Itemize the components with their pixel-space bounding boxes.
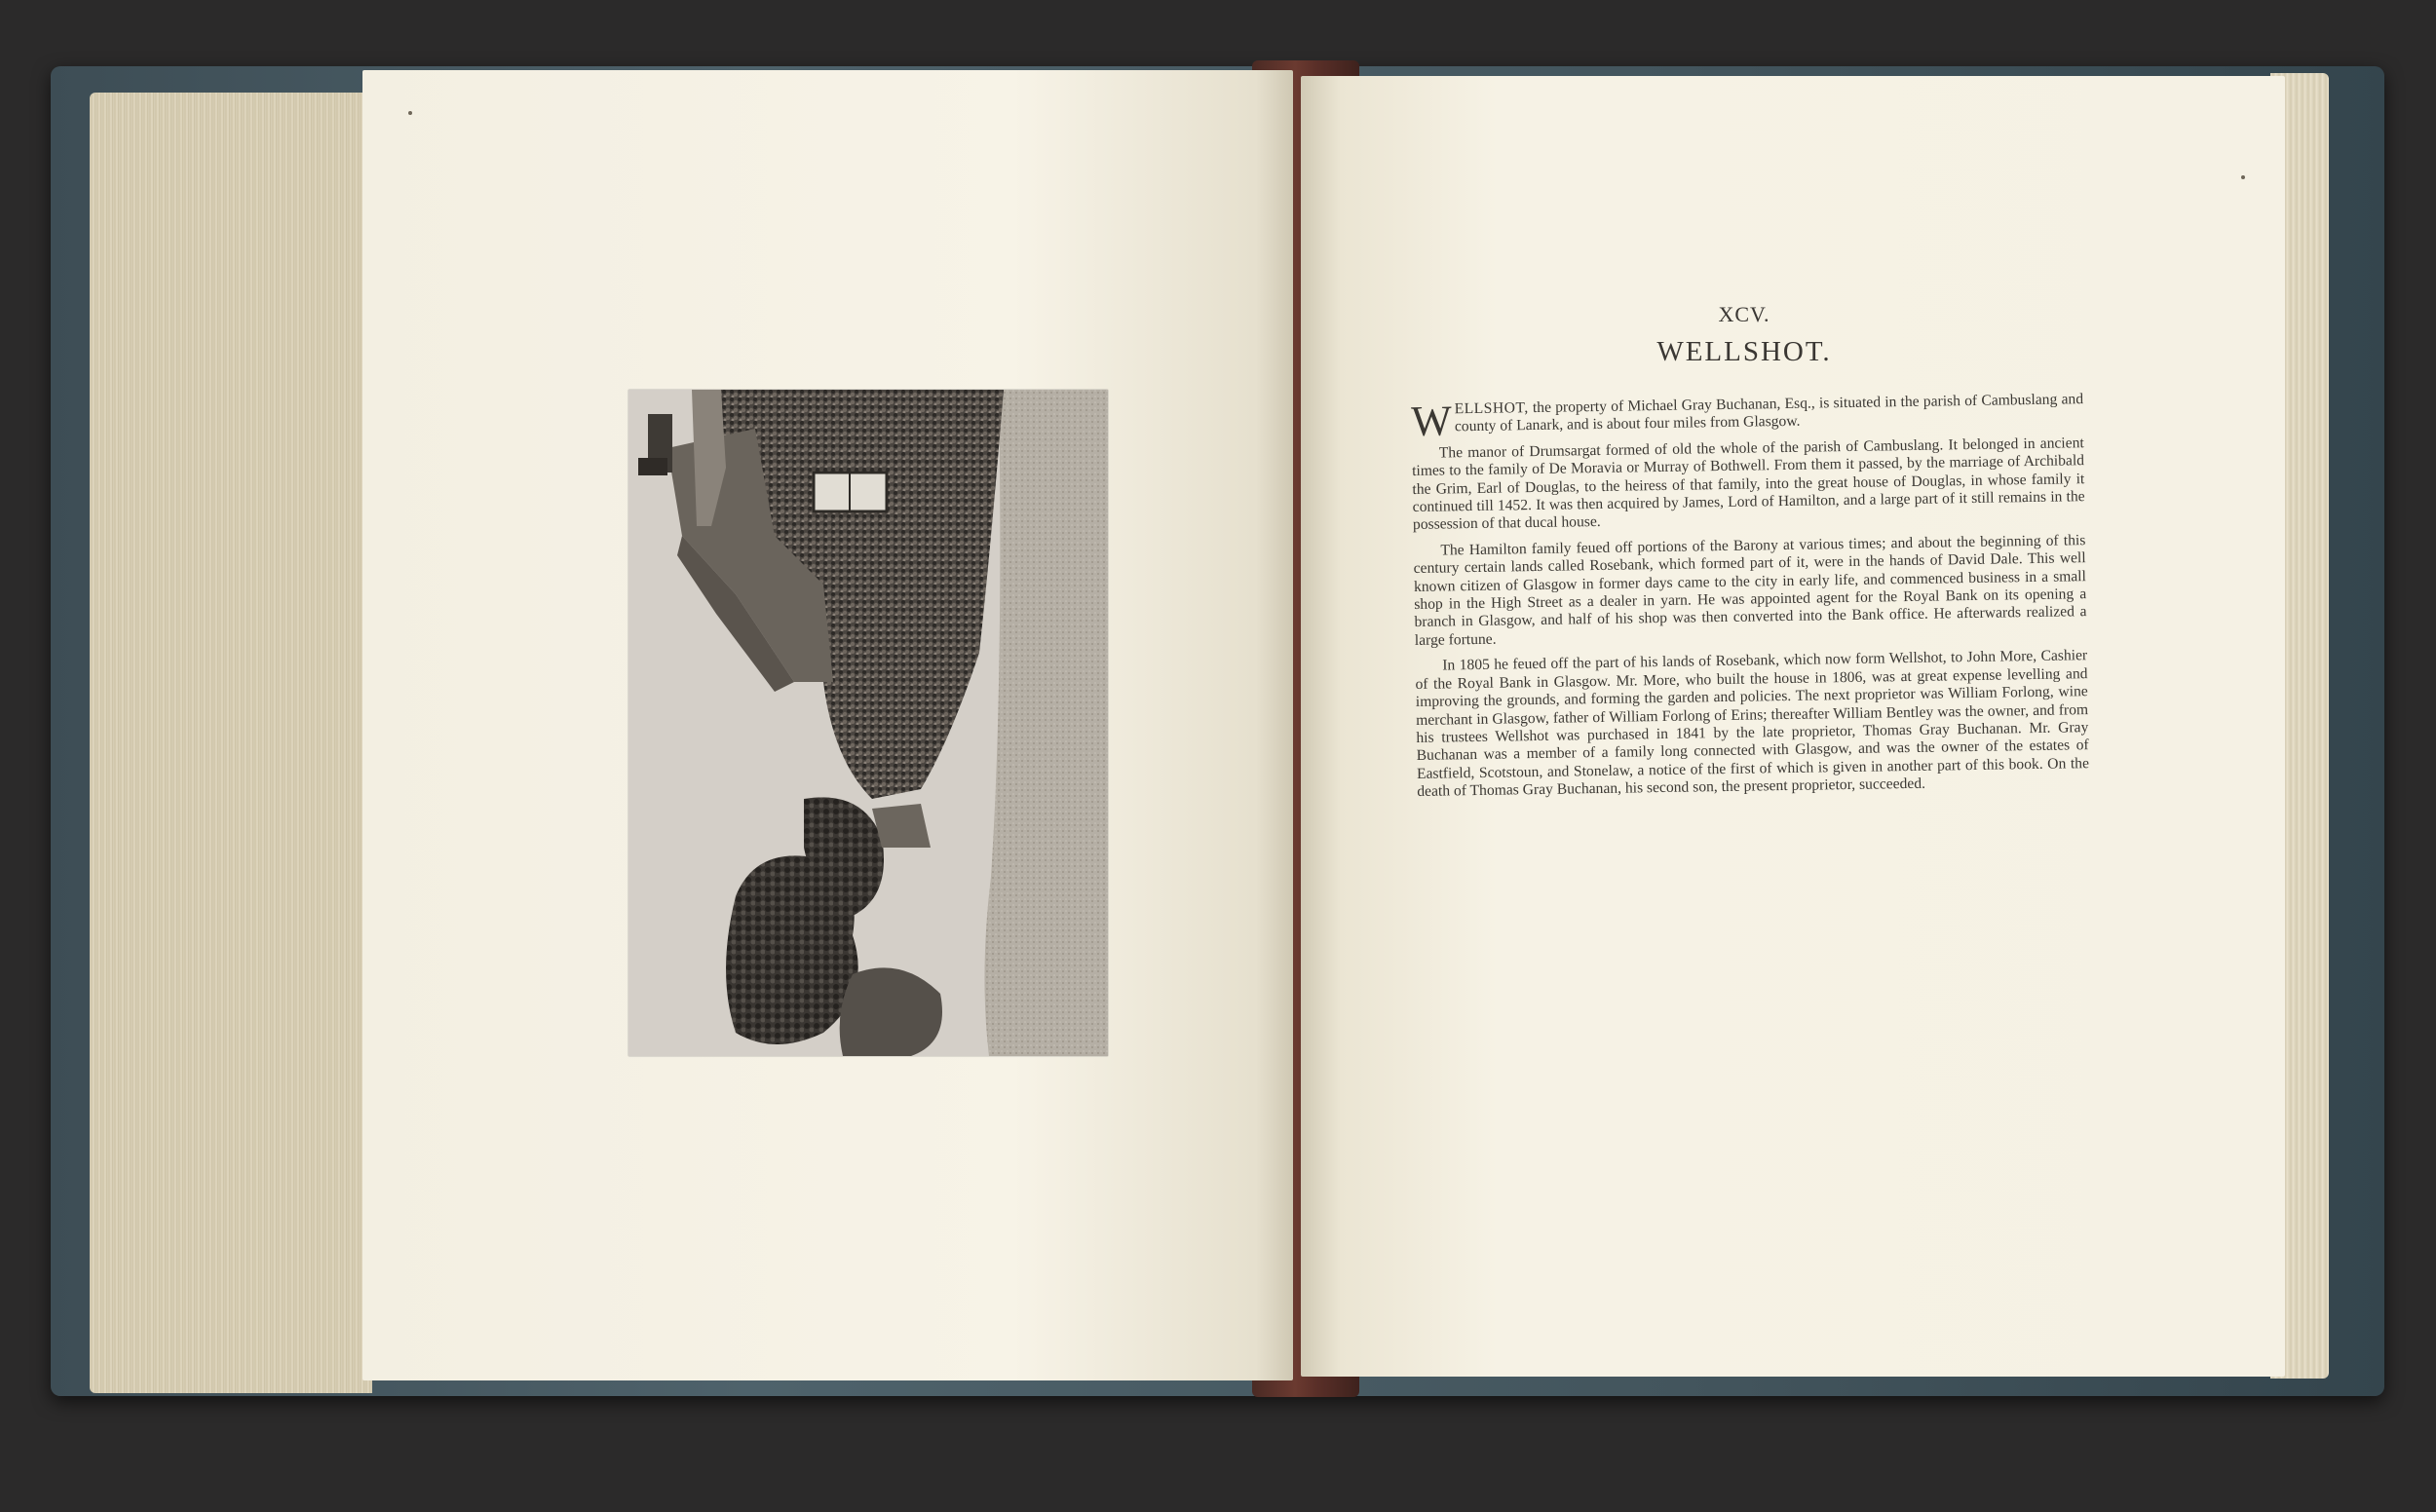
page-edges-left — [90, 93, 372, 1393]
paragraph-2: The manor of Drumsargat formed of old the whole of the parish of Cambuslang. It belonged in ancient times to the family of De Moravia or Murray of Bothwell. From them it passed, by the marriage of Archibald the Grim, Earl of Douglas, to the heiress of that family, into the great house of Douglas, in whose family it continued till 1452. It was then acquired by James, Lord of Hamilton, and a large part of it still remains in the possession of that ducal house. — [1411, 434, 2085, 534]
chapter-title: WELLSHOT. — [1656, 336, 1832, 367]
lead-word: ELLSHOT, — [1454, 399, 1529, 418]
page-spot — [408, 111, 412, 115]
paragraph-1-text: the property of Michael Gray Buchanan, Esq., is situated in the parish of Cambuslang and county of Lanark, and is about four miles from Glasgow. — [1454, 391, 2084, 435]
mounted-photograph — [628, 390, 1108, 1056]
paragraph-4: In 1805 he feued off the part of his lands of Rosebank, which now form Wellshot, to John More, Cashier of the Royal Bank in Glasgow. Mr. More, who built the house in 1806, was at great expense levelling and improving the grounds, and forming the garden and policies. The next proprietor was William Forlong, wine merchant in Glasgow, father of William Forlong of Erins; thereafter William Bentley was the owner, and from his trustees Wellshot was purchased in 1841 by the late proprietor, Thomas Gray Buchanan. Mr. Gray Buchanan was a member of a family long connected with Glasgow, and was the owner of the estates of Eastfield, Scotstoun, and Stonelaw, a notice of the first of which is given in another part of this book. On the death of Thomas Gray Buchanan, his second son, the present proprietor, succeeded. — [1415, 647, 2090, 801]
paragraph-3: The Hamilton family feued off portions of the Barony at various times; and about the beginning of this century certain lands called Rosebank, which formed part of it, were in the hands of David Dale. This well known citizen of Glasgow in former days came to the city in early life, and commenced business in a small shop in the High Street as a dealer in yarn. He was appointed agent for the Royal Bank on its opening a branch in Glasgow, and half of his shop was then converted into the Bank office. He afterwards realized a large fortune. — [1413, 531, 2087, 649]
house-photo-image — [628, 390, 1108, 1056]
chapter-number: XCV. — [1718, 302, 1770, 326]
page-spot — [2241, 175, 2245, 179]
article-body — [1411, 391, 2089, 809]
drop-cap: W — [1410, 397, 1453, 445]
